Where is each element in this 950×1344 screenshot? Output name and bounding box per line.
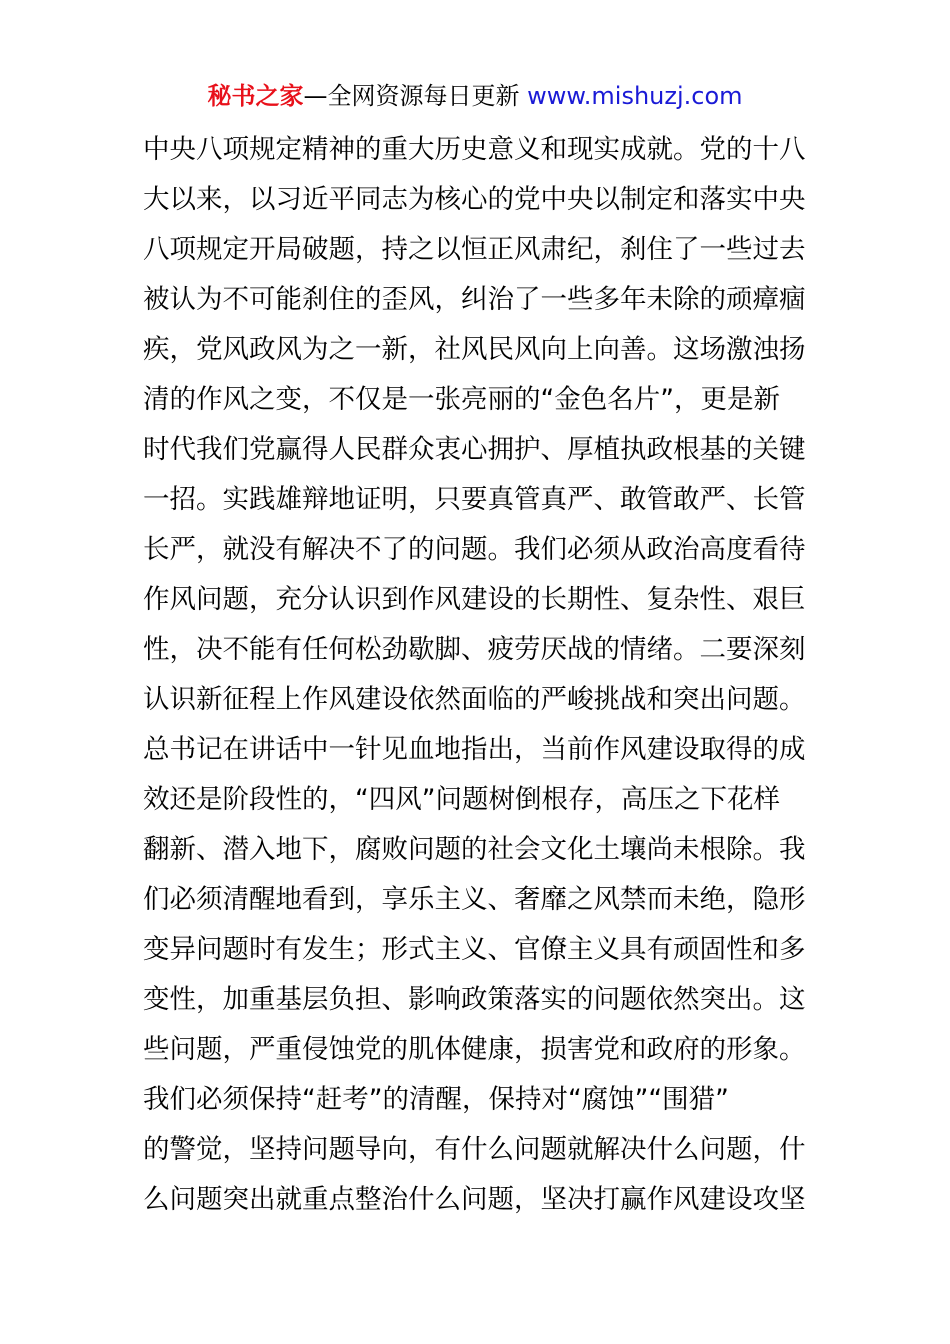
text-line: 时代我们党赢得人民群众衷心拥护、厚植执政根基的关键 [143, 434, 806, 465]
text-line: 性，决不能有任何松劲歇脚、疲劳厌战的情绪。二要深刻 [143, 634, 806, 665]
text-line: 清的作风之变，不仅是一张亮丽的“金色名片”，更是新 [143, 384, 780, 415]
text-line: 疾，党风政风为之一新，社风民风向上向善。这场激浊扬 [143, 334, 806, 365]
text-line: 我们必须保持“赶考”的清醒，保持对“腐蚀”“围猎” [143, 1084, 729, 1115]
text-line: 们必须清醒地看到，享乐主义、奢靡之风禁而未绝，隐形 [143, 884, 806, 915]
text-line: 大以来，以习近平同志为核心的党中央以制定和落实中央 [143, 184, 806, 215]
text-line: 变性，加重基层负担、影响政策落实的问题依然突出。这 [143, 984, 806, 1015]
site-brand: 秘书之家 [207, 82, 304, 110]
text-line: 一招。实践雄辩地证明，只要真管真严、敢管敢严、长管 [143, 484, 806, 515]
site-url-link[interactable]: www.mishuzj.com [527, 82, 743, 110]
text-line: 的警觉，坚持问题导向，有什么问题就解决什么问题，什 [143, 1134, 806, 1165]
text-line: 被认为不可能刹住的歪风，纠治了一些多年未除的顽瘴痼 [143, 284, 806, 315]
text-line: 作风问题，充分认识到作风建设的长期性、复杂性、艰巨 [143, 584, 806, 615]
site-tagline: —全网资源每日更新 [303, 82, 520, 110]
text-line: 么问题突出就重点整治什么问题，坚决打赢作风建设攻坚 [143, 1184, 806, 1215]
text-line: 总书记在讲话中一针见血地指出，当前作风建设取得的成 [143, 734, 806, 765]
text-line: 翻新、潜入地下，腐败问题的社会文化土壤尚未根除。我 [143, 834, 806, 865]
text-line: 中央八项规定精神的重大历史意义和现实成就。党的十八 [143, 134, 806, 165]
text-line: 些问题，严重侵蚀党的肌体健康，损害党和政府的形象。 [143, 1034, 806, 1065]
text-line: 八项规定开局破题，持之以恒正风肃纪，刹住了一些过去 [143, 234, 806, 265]
text-line: 变异问题时有发生；形式主义、官僚主义具有顽固性和多 [143, 934, 806, 965]
document-body [143, 125, 813, 1225]
page-header [0, 78, 950, 114]
text-line: 认识新征程上作风建设依然面临的严峻挑战和突出问题。 [143, 684, 806, 715]
text-line: 长严，就没有解决不了的问题。我们必须从政治高度看待 [143, 534, 806, 565]
text-line: 效还是阶段性的，“四风”问题树倒根存，高压之下花样 [143, 784, 780, 815]
